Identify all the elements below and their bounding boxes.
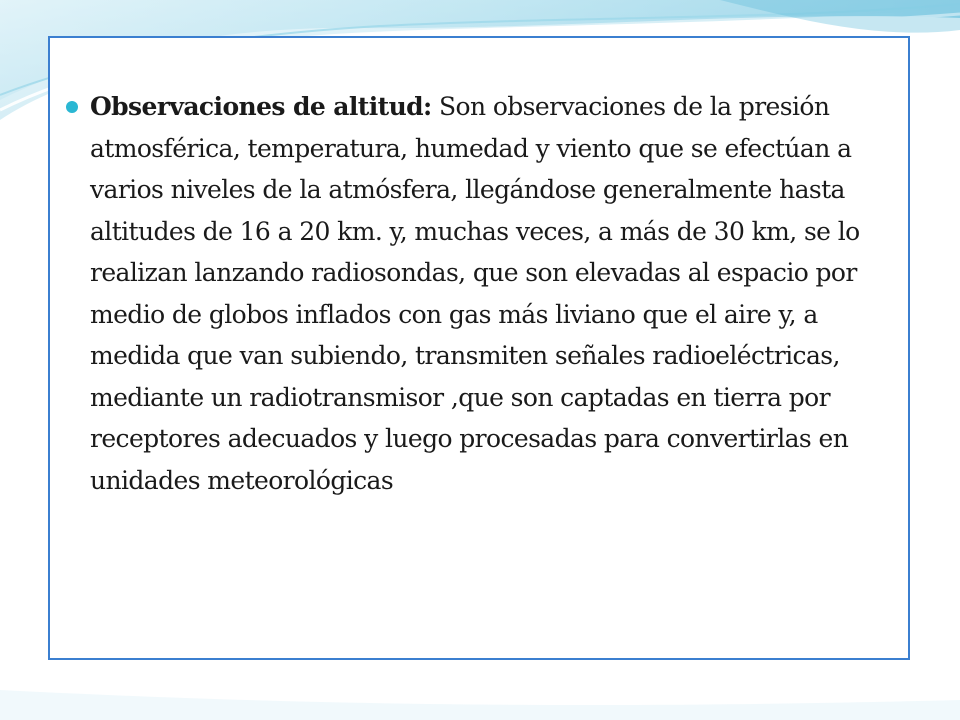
bullet-item	[66, 86, 886, 501]
bullet-dot-icon	[66, 101, 78, 113]
bullet-paragraph	[90, 86, 886, 501]
content-frame	[48, 36, 910, 660]
bullet-heading: Observaciones de altitud:	[90, 92, 432, 121]
bullet-body: Son observaciones de la presión atmosférica, temperatura, humedad y viento que se efectúan a varios niveles de la atmósfera, llegándose generalmente hasta altitudes de 16 a 20 km. y, muchas veces, a más de 30 km, se lo realizan lanzando radiosondas, que son elevadas al espacio por medio de globos inflados con gas más liviano que el aire y, a medida que van subiendo, transmiten señales radioeléctricas, mediante un radiotransmisor ,que son captadas en tierra por receptores adecuados y luego procesadas para convertirlas en unidades meteorológicas	[90, 92, 860, 495]
